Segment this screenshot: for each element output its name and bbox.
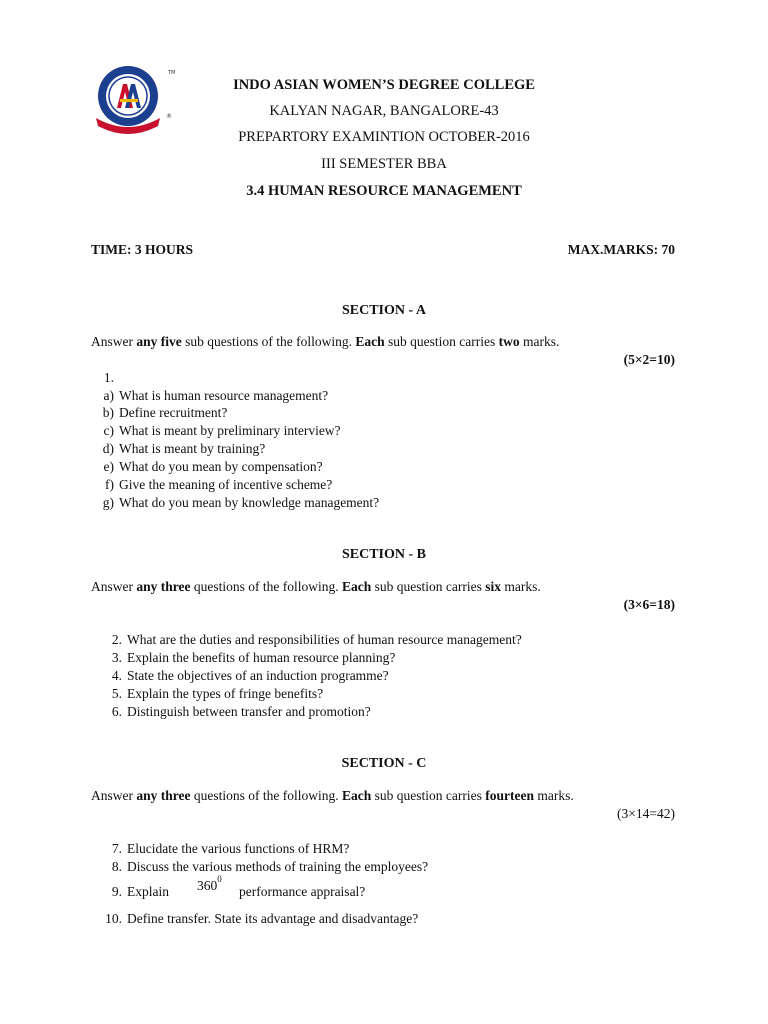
svg-text:TM: TM [168,70,176,76]
subject-title: 3.4 HUMAN RESOURCE MANAGEMENT [246,183,522,199]
degree-value: $360^0$ [197,874,222,893]
time-label: TIME: 3 HOURS [91,242,194,257]
section-b-instruction: Answer any three questions of the following. Each sub question carries six marks. [91,579,541,594]
college-logo [92,62,178,138]
section-c-marks: (3×14=42) [617,806,675,821]
section-a-instruction: Answer any five sub questions of the following. Each sub question carries two marks. [91,334,560,349]
section-a-marks: (5×2=10) [623,352,675,367]
college-address: KALYAN NAGAR, BANGALORE-43 [269,103,499,119]
semester: III SEMESTER BBA [321,156,447,172]
college-name: INDO ASIAN WOMEN’S DEGREE COLLEGE [233,77,535,93]
section-a-title: SECTION - A [341,303,427,318]
exam-title: PREPARTORY EXAMINTION OCTOBER-2016 [238,129,530,145]
svg-text:®: ® [166,113,172,120]
section-c-title: SECTION - C [341,756,427,771]
section-b-title: SECTION - B [341,547,427,562]
college-emblem-icon [92,62,178,138]
max-marks-label: MAX.MARKS: 70 [567,242,675,257]
section-b-marks: (3×6=18) [623,597,675,612]
section-c-instruction: Answer any three questions of the following. Each sub question carries fourteen marks. [91,788,574,803]
